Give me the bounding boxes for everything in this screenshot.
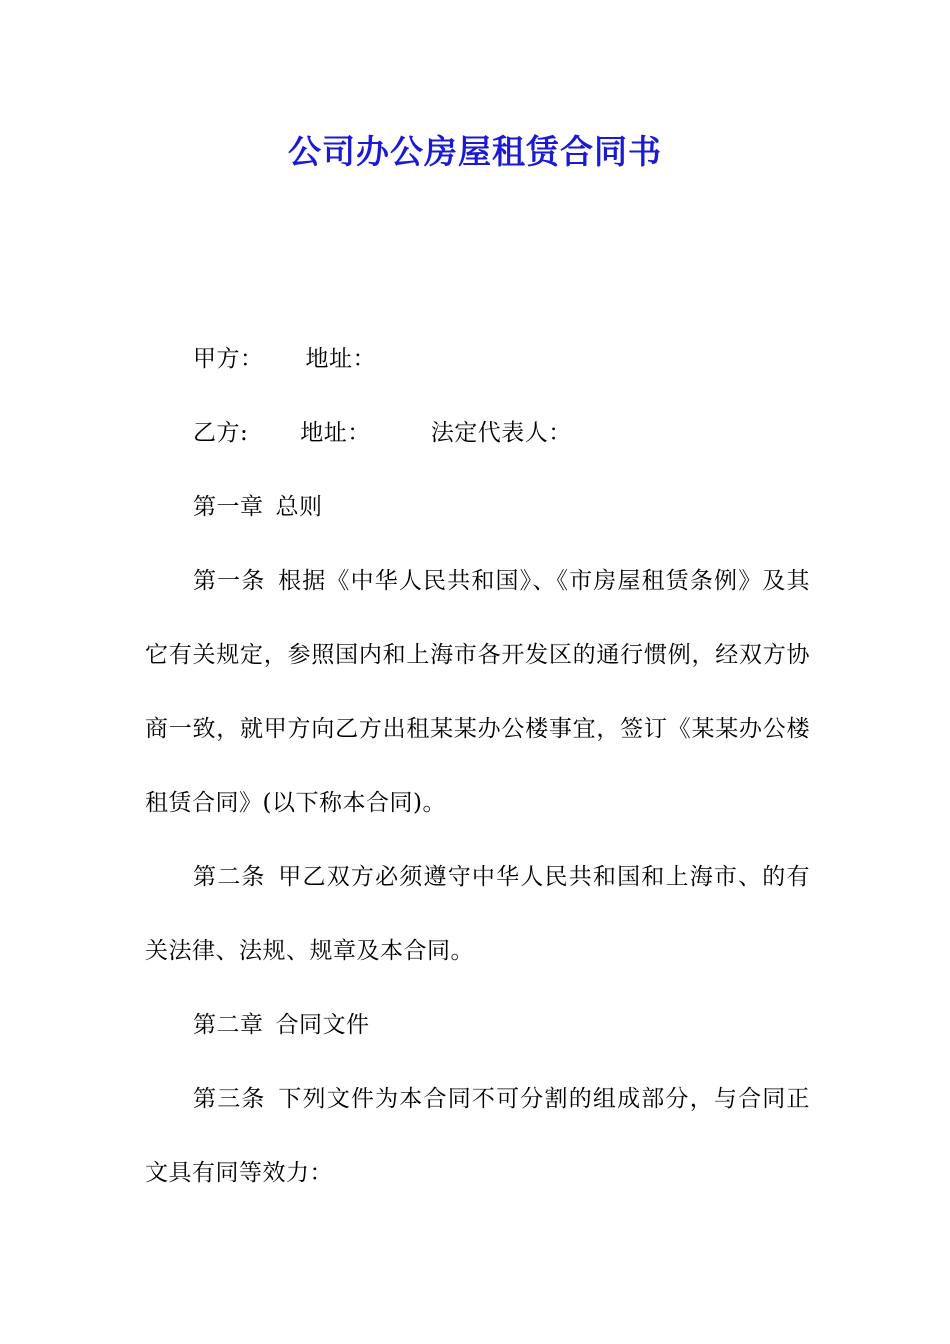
document-body: [145, 322, 810, 1210]
chapter-1-heading: [145, 470, 810, 544]
chapter-1-number: 第一章: [193, 494, 264, 520]
party-b-label: 乙方:: [193, 420, 249, 446]
article-3-text: 下列文件为本合同不可分割的组成部分，与合同正文具有同等效力：: [145, 1086, 811, 1186]
article-1: [145, 544, 810, 840]
party-a-line: [145, 322, 810, 396]
article-3-number: 第三条: [193, 1086, 266, 1112]
document-title: 公司办公房屋租赁合同书: [288, 132, 662, 171]
article-2-number: 第二条: [193, 864, 266, 890]
party-b-rep-label: 法定代表人：: [430, 420, 572, 446]
party-b-address-label: 地址：: [300, 420, 371, 446]
article-2: [145, 840, 810, 988]
article-3: [145, 1062, 810, 1210]
chapter-2-heading: [145, 988, 810, 1062]
article-2-text: 甲乙双方必须遵守中华人民共和国和上海市、的有关法律、法规、规章及本合同。: [145, 864, 811, 964]
party-b-line: [145, 396, 810, 470]
chapter-1-title: 总则: [275, 494, 323, 520]
chapter-2-number: 第二章: [193, 1012, 264, 1038]
article-1-text: 根据《中华人民共和国》、《市房屋租赁条例》及其它有关规定，参照国内和上海市各开发区的通行惯例，经双方协商一致，就甲方向乙方出租某某办公楼事宜，签订《某某办公楼租赁合同》(以下称本合同)。: [145, 568, 811, 816]
party-a-address-label: 地址：: [305, 346, 376, 372]
article-1-number: 第一条: [193, 568, 266, 594]
party-a-label: 甲方：: [193, 346, 264, 372]
chapter-2-title: 合同文件: [275, 1012, 370, 1038]
